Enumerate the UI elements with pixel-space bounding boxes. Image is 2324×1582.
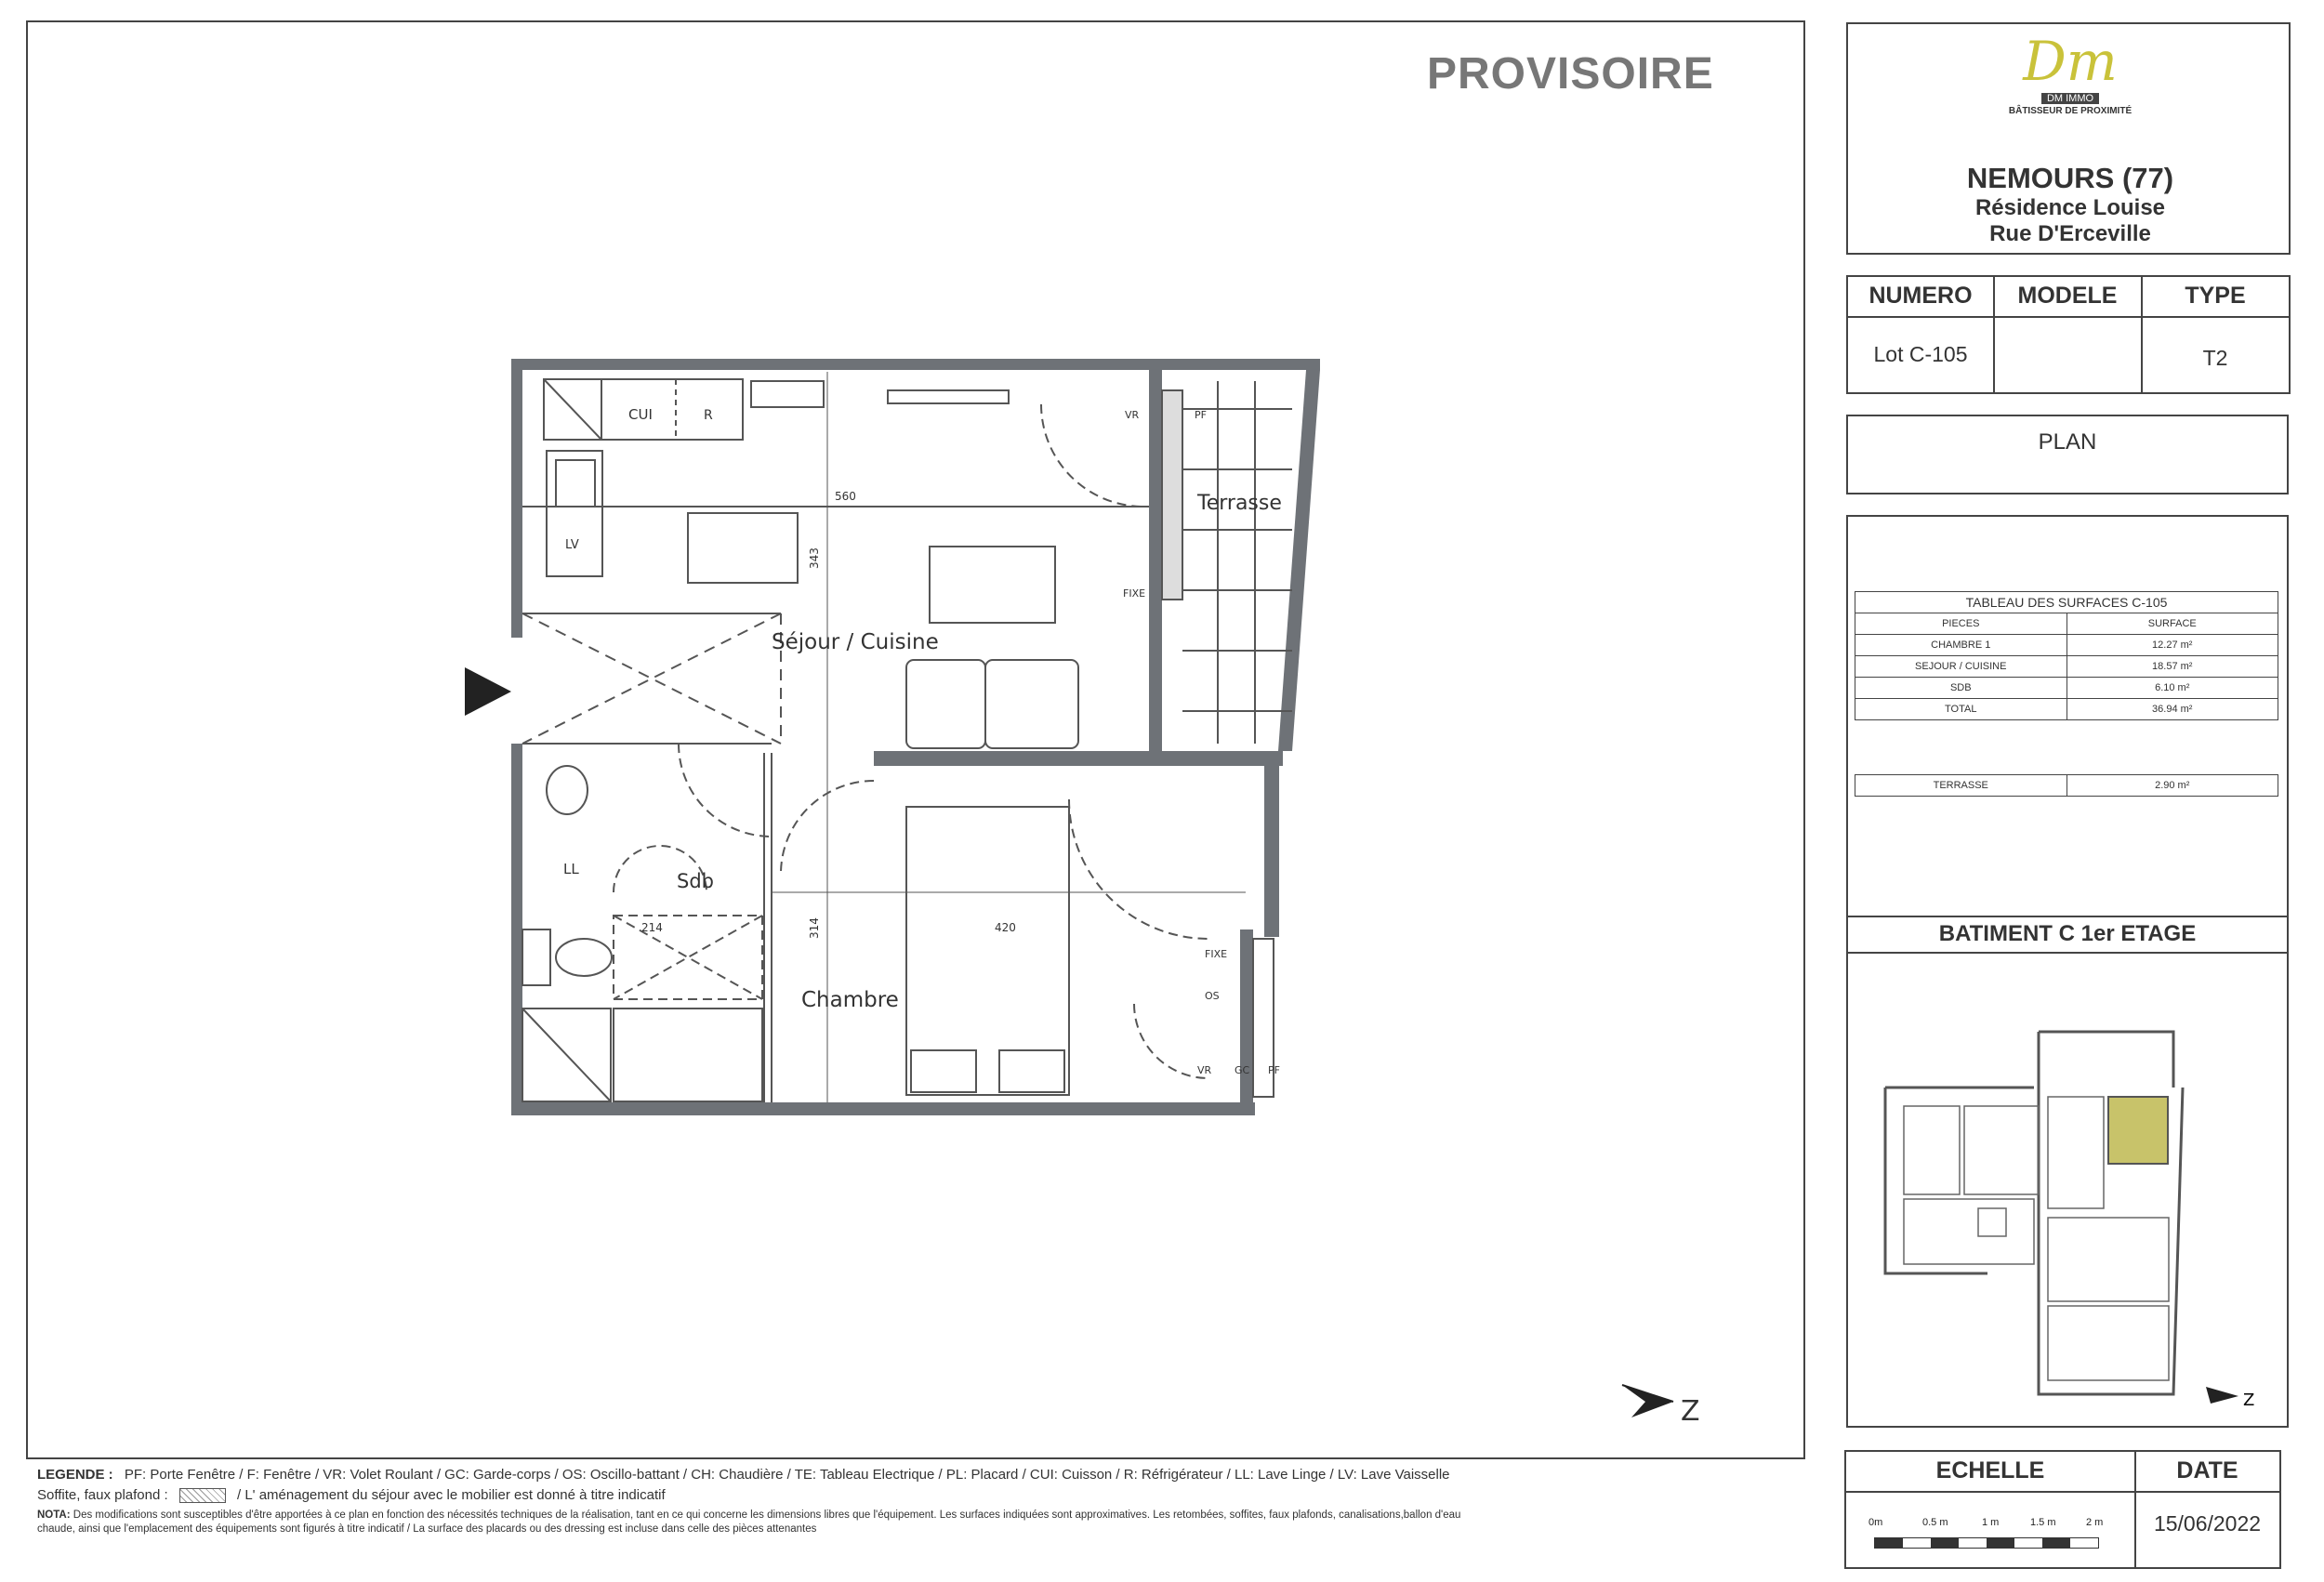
surfaces-title: TABLEAU DES SURFACES C-105 xyxy=(1855,592,2278,613)
dim-214: 214 xyxy=(641,921,663,934)
dim-560: 560 xyxy=(835,490,856,503)
logo xyxy=(1848,30,2292,116)
label-cui: CUI xyxy=(628,406,653,423)
piece-surface: 36.94 m² xyxy=(2067,699,2278,720)
dim-420: 420 xyxy=(995,921,1016,934)
label-ll: LL xyxy=(563,861,579,877)
logo-tagline: BÂTISSEUR DE PROXIMITÉ xyxy=(2008,106,2133,116)
entry-arrow xyxy=(465,667,511,716)
piece-name: SDB xyxy=(1855,678,2067,699)
label-pf-2: PF xyxy=(1268,1064,1280,1076)
label-pf-1: PF xyxy=(1195,409,1207,421)
logo-brand: DM IMMO xyxy=(2041,93,2099,104)
walls xyxy=(511,359,1320,1115)
note-line-1: Des modifications sont susceptibles d'être apportées à ce plan en fonction des nécessités techniques de la réalisation, tant en ce qui concerne les dimensions libres que l'équipement. Les surfaces indiquées sont approximatives. Les retombées, soffites, faux plafonds, canalisations,ballon d'eau xyxy=(73,1509,1461,1522)
watermark: PROVISOIRE xyxy=(1427,49,1714,99)
label-r: R xyxy=(704,408,713,423)
building-key-plan xyxy=(1848,967,2285,1413)
scale-header: ECHELLE xyxy=(1935,1457,2045,1483)
piece-name: TERRASSE xyxy=(1855,775,2067,797)
lot-highlight xyxy=(2108,1097,2168,1164)
piece-surface: 6.10 m² xyxy=(2067,678,2278,699)
piece-name: CHAMBRE 1 xyxy=(1855,635,2067,656)
note-label: NOTA: xyxy=(37,1509,71,1522)
terrasse-table xyxy=(1855,774,2278,797)
label-lv: LV xyxy=(565,538,579,552)
legend xyxy=(37,1467,1785,1536)
project-box xyxy=(1846,22,2291,255)
piece-name: SEJOUR / CUISINE xyxy=(1855,656,2067,678)
label-vr-2: VR xyxy=(1197,1064,1212,1076)
label-os: OS xyxy=(1205,990,1220,1002)
piece-name: TOTAL xyxy=(1855,699,2067,720)
surfaces-table xyxy=(1855,591,2278,720)
table-row xyxy=(1855,656,2278,678)
scale-tick-0: 0m xyxy=(1868,1517,1883,1528)
label-gc: GC xyxy=(1235,1064,1250,1076)
table-row xyxy=(1855,635,2278,656)
legend-items: PF: Porte Fenêtre / F: Fenêtre / VR: Volet Roulant / GC: Garde-corps / OS: Oscillo-battant / CH: Chaudière / TE: Tableau Electrique / PL: Placard / CUI: Cuisson / R: Réfrigérateur / LL: Lave Linge / LV: Lave Vaisselle xyxy=(124,1467,1450,1483)
scale-tick-4: 2 m xyxy=(2086,1517,2104,1528)
project-street: Rue D'Erceville xyxy=(1989,221,2151,246)
table-row xyxy=(1855,699,2278,720)
scale-date-box xyxy=(1844,1450,2281,1569)
table-row xyxy=(1855,775,2278,797)
room-label-chambre: Chambre xyxy=(801,988,899,1012)
soffite-swatch xyxy=(179,1488,226,1503)
date-value: 15/06/2022 xyxy=(2153,1511,2262,1536)
room-label-sdb: Sdb xyxy=(677,870,714,892)
scale-tick-1: 0.5 m xyxy=(1922,1517,1948,1528)
project-city: NEMOURS (77) xyxy=(1966,162,2174,194)
scale-tick-3: 1.5 m xyxy=(2030,1517,2056,1528)
lot-header-numero: NUMERO xyxy=(1868,283,1973,309)
date-header: DATE xyxy=(2176,1457,2238,1483)
plan-label: PLAN xyxy=(2038,429,2097,455)
note-line-2: chaude, ainsi que l'emplacement des équipements sont figurés à titre indicatif / La surface des placards ou des dressing est incluse dans celle des pièces attenantes xyxy=(37,1523,817,1536)
north-arrow-small-icon xyxy=(2206,1387,2238,1404)
label-fixe-1: FIXE xyxy=(1123,587,1146,600)
lot-table xyxy=(1846,275,2291,394)
piece-surface: 2.90 m² xyxy=(2067,775,2278,797)
plan-box xyxy=(1846,415,2289,494)
project-residence: Résidence Louise xyxy=(1974,195,2166,220)
scale-bar xyxy=(1874,1537,2099,1549)
room-label-terrasse: Terrasse xyxy=(1197,492,1282,515)
piece-surface: 12.27 m² xyxy=(2067,635,2278,656)
label-vr-1: VR xyxy=(1125,409,1140,421)
table-row xyxy=(1855,678,2278,699)
dim-314: 314 xyxy=(808,917,821,939)
lot-value-numero: Lot C-105 xyxy=(1873,342,1968,366)
lot-header-type: TYPE xyxy=(2185,283,2246,309)
room-label-sejour: Séjour / Cuisine xyxy=(772,630,939,654)
logo-monogram: Dm xyxy=(2023,30,2118,93)
north-arrow-icon xyxy=(1622,1385,1673,1417)
surfaces-col-surface: SURFACE xyxy=(2067,613,2278,635)
legend-title: LEGENDE : xyxy=(37,1467,113,1483)
scale-tick-2: 1 m xyxy=(1982,1517,2000,1528)
legend-amenagement: / L' aménagement du séjour avec le mobilier est donné à titre indicatif xyxy=(237,1487,666,1503)
dim-343: 343 xyxy=(808,547,821,569)
batiment-title: BATIMENT C 1er ETAGE xyxy=(1938,921,2197,946)
lot-header-modele: MODELE xyxy=(2017,283,2118,309)
legend-soffite: Soffite, faux plafond : xyxy=(37,1487,168,1503)
lot-value-type: T2 xyxy=(2202,346,2228,370)
north-label: Z xyxy=(1681,1395,1700,1428)
label-fixe-2: FIXE xyxy=(1205,948,1228,960)
north-label-small: Z xyxy=(2243,1391,2255,1410)
surfaces-col-pieces: PIECES xyxy=(1855,613,2067,635)
piece-surface: 18.57 m² xyxy=(2067,656,2278,678)
